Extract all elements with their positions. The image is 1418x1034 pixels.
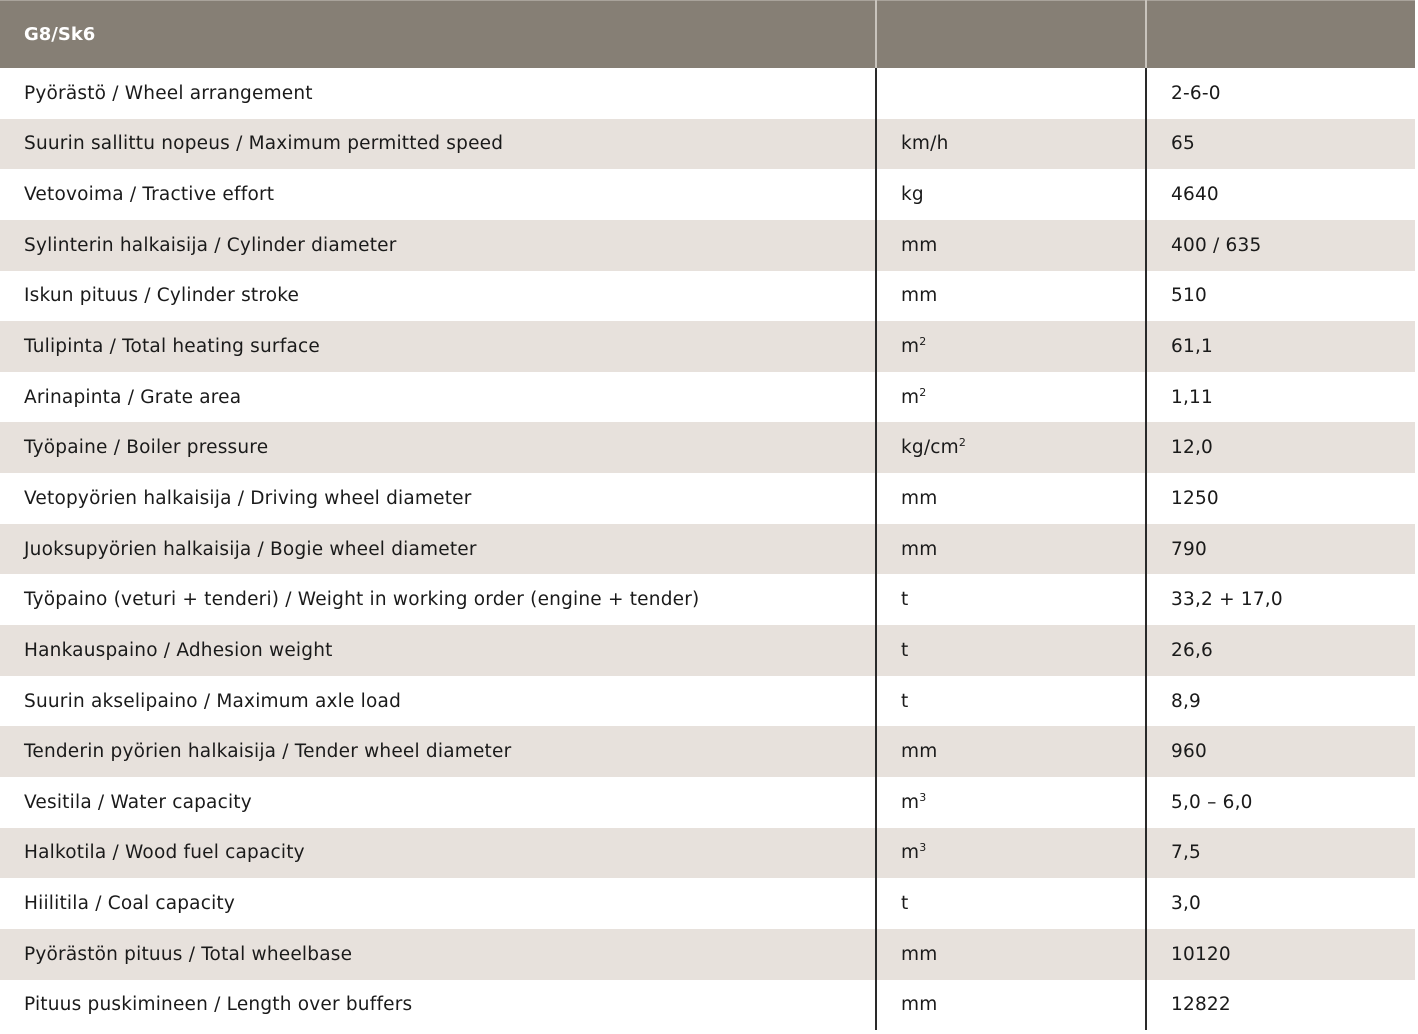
table-row	[0, 473, 1415, 524]
row-unit	[875, 133, 1145, 154]
row-label: Suurin akselipaino / Maximum axle load	[24, 690, 402, 712]
row-label: Sylinterin halkaisija / Cylinder diameter	[24, 234, 397, 256]
row-label: Juoksupyörien halkaisija / Bogie wheel diameter	[24, 538, 477, 560]
row-value: 7,5	[1171, 842, 1202, 864]
row-unit	[875, 336, 1145, 357]
row-label: Halkotila / Wood fuel capacity	[24, 842, 305, 864]
unit-exponent: 3	[919, 841, 927, 855]
table-row	[0, 726, 1415, 777]
table-row	[0, 524, 1415, 575]
row-label: Vesitila / Water capacity	[24, 791, 252, 813]
row-label: Pyörästö / Wheel arrangement	[24, 82, 313, 104]
table-row	[0, 777, 1415, 828]
table-row	[0, 929, 1415, 980]
row-unit	[875, 792, 1145, 813]
table-row	[0, 878, 1415, 929]
row-value: 10120	[1171, 943, 1231, 965]
row-label: Työpaino (veturi + tenderi) / Weight in working order (engine + tender)	[24, 589, 700, 611]
row-label: Työpaine / Boiler pressure	[24, 437, 269, 459]
row-unit	[875, 539, 1145, 560]
row-unit	[875, 387, 1145, 408]
table-row	[0, 68, 1415, 119]
row-unit	[875, 235, 1145, 256]
row-unit	[875, 893, 1145, 914]
row-label: Pyörästön pituus / Total wheelbase	[24, 943, 353, 965]
table-row	[0, 271, 1415, 322]
unit-text: mm	[901, 487, 938, 509]
row-value: 65	[1171, 133, 1195, 155]
unit-exponent: 2	[919, 385, 927, 399]
unit-text: t	[901, 690, 909, 712]
row-value: 3,0	[1171, 893, 1202, 915]
row-unit	[875, 285, 1145, 306]
row-unit	[875, 640, 1145, 661]
unit-text: t	[901, 589, 909, 611]
row-label: Arinapinta / Grate area	[24, 386, 242, 408]
table-row	[0, 980, 1415, 1031]
row-unit	[875, 842, 1145, 863]
unit-text: mm	[901, 943, 938, 965]
row-value: 2-6-0	[1171, 82, 1221, 104]
row-label: Vetopyörien halkaisija / Driving wheel diameter	[24, 487, 472, 509]
row-unit	[875, 184, 1145, 205]
row-value: 26,6	[1171, 639, 1213, 661]
row-unit	[875, 944, 1145, 965]
row-unit	[875, 437, 1145, 458]
row-unit	[875, 741, 1145, 762]
row-value: 960	[1171, 741, 1207, 763]
table-row	[0, 119, 1415, 170]
row-value: 5,0 – 6,0	[1171, 791, 1253, 813]
row-label: Pituus puskimineen / Length over buffers	[24, 994, 413, 1016]
table-row	[0, 422, 1415, 473]
row-unit	[875, 691, 1145, 712]
table-row	[0, 220, 1415, 271]
row-value: 790	[1171, 538, 1207, 560]
unit-text: m	[901, 791, 920, 813]
table-title: G8/Sk6	[24, 24, 96, 45]
unit-text: t	[901, 639, 909, 661]
row-value: 510	[1171, 285, 1207, 307]
row-value: 61,1	[1171, 336, 1213, 358]
unit-text: mm	[901, 234, 938, 256]
column-divider	[875, 0, 877, 1030]
unit-exponent: 3	[919, 790, 927, 804]
row-label: Tenderin pyörien halkaisija / Tender wheel diameter	[24, 741, 512, 763]
row-label: Hankauspaino / Adhesion weight	[24, 639, 333, 661]
column-divider	[1145, 0, 1147, 1030]
table-row	[0, 169, 1415, 220]
table-row	[0, 625, 1415, 676]
row-value: 12,0	[1171, 437, 1213, 459]
row-value: 4640	[1171, 184, 1219, 206]
row-label: Suurin sallittu nopeus / Maximum permitted speed	[24, 133, 504, 155]
table-body	[0, 68, 1415, 1030]
unit-text: t	[901, 893, 909, 915]
table-row	[0, 321, 1415, 372]
unit-text: m	[901, 386, 920, 408]
table-row	[0, 372, 1415, 423]
unit-text: mm	[901, 741, 938, 763]
table-row	[0, 828, 1415, 879]
row-label: Hiilitila / Coal capacity	[24, 893, 236, 915]
row-value: 8,9	[1171, 690, 1202, 712]
row-value: 400 / 635	[1171, 234, 1262, 256]
row-value: 1250	[1171, 487, 1219, 509]
row-value: 33,2 + 17,0	[1171, 589, 1283, 611]
unit-exponent: 2	[958, 436, 967, 450]
unit-exponent: 2	[919, 335, 927, 349]
unit-text: km/h	[901, 133, 949, 155]
row-label: Vetovoima / Tractive effort	[24, 184, 275, 206]
row-unit	[875, 488, 1145, 509]
row-unit	[875, 994, 1145, 1015]
row-label: Iskun pituus / Cylinder stroke	[24, 285, 300, 307]
row-value: 1,11	[1171, 386, 1213, 408]
table-header	[0, 0, 1415, 68]
unit-text: mm	[901, 994, 938, 1016]
table-row	[0, 574, 1415, 625]
row-unit	[875, 589, 1145, 610]
unit-text: kg/cm	[901, 437, 959, 459]
unit-text: mm	[901, 538, 938, 560]
unit-text: m	[901, 842, 920, 864]
unit-text: m	[901, 336, 920, 358]
table-row	[0, 676, 1415, 727]
unit-text: kg	[901, 184, 924, 206]
unit-text: mm	[901, 285, 938, 307]
row-label: Tulipinta / Total heating surface	[24, 336, 320, 358]
row-value: 12822	[1171, 994, 1231, 1016]
